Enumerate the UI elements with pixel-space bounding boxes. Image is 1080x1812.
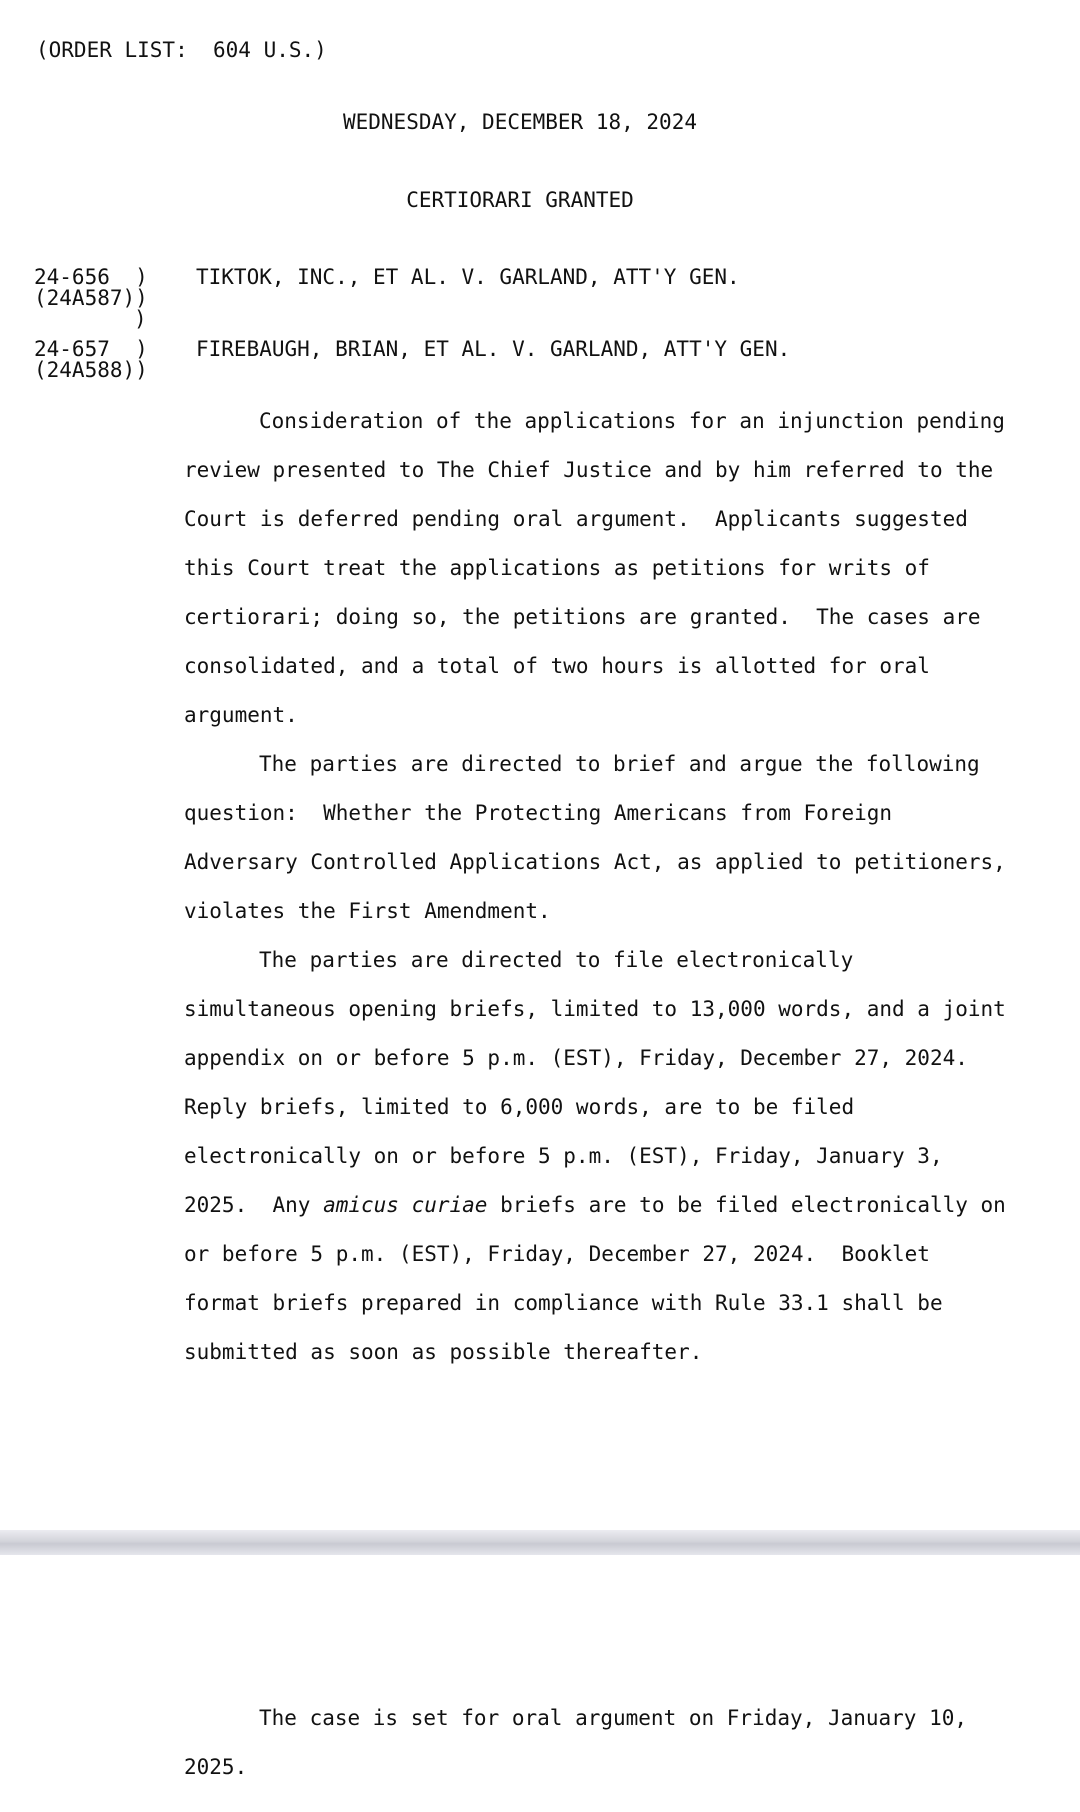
amicus-line-end: briefs are to be filed electronically on	[487, 1193, 1006, 1217]
paragraph-line: question: Whether the Protecting Americans from Foreign	[184, 801, 893, 825]
paragraph-line: Adversary Controlled Applications Act, as applied to petitioners,	[184, 850, 1006, 874]
paragraph-line: appendix on or before 5 p.m. (EST), Friday, December 27, 2024.	[184, 1046, 968, 1070]
paragraph-line: consolidated, and a total of two hours is allotted for oral	[184, 654, 930, 678]
case-caption: TIKTOK, INC., ET AL. V. GARLAND, ATT'Y GEN.	[196, 265, 740, 289]
paragraph-line: submitted as soon as possible thereafter.	[184, 1340, 703, 1364]
paragraph-line: Consideration of the applications for an injunction pending	[259, 409, 1005, 433]
order-page-continued	[0, 1555, 1080, 1812]
amicus-curiae-term: amicus curiae	[323, 1193, 488, 1217]
paragraph-line: 2025.	[184, 1755, 248, 1779]
paragraph-line: simultaneous opening briefs, limited to 13,000 words, and a joint	[184, 997, 1006, 1021]
paragraph-line: Reply briefs, limited to 6,000 words, are to be filed	[184, 1095, 855, 1119]
paragraph-line: The parties are directed to file electronically	[259, 948, 854, 972]
case-application-number: (24A588))	[34, 358, 148, 382]
paragraph-line: certiorari; doing so, the petitions are granted. The cases are	[184, 605, 981, 629]
paragraph-line: review presented to The Chief Justice and by him referred to the	[184, 458, 994, 482]
paragraph-line: argument.	[184, 703, 298, 727]
case-caption: FIREBAUGH, BRIAN, ET AL. V. GARLAND, ATT'Y GEN.	[196, 337, 791, 361]
case-application-number: (24A587))	[34, 286, 148, 310]
order-list-header: (ORDER LIST: 604 U.S.)	[36, 38, 327, 62]
paragraph-line: violates the First Amendment.	[184, 899, 551, 923]
paragraph-line: electronically on or before 5 p.m. (EST), Friday, January 3,	[184, 1144, 943, 1168]
paragraph-line: The parties are directed to brief and argue the following	[259, 752, 980, 776]
case-docket-number: 24-657 )	[34, 337, 148, 361]
section-title: CERTIORARI GRANTED	[406, 188, 634, 212]
paragraph-line: this Court treat the applications as petitions for writs of	[184, 556, 930, 580]
question-paragraph	[184, 740, 1024, 936]
paragraph-line: format briefs prepared in compliance with Rule 33.1 shall be	[184, 1291, 943, 1315]
amicus-line-start: 2025. Any	[184, 1193, 324, 1217]
paragraph-line	[184, 1181, 1024, 1230]
oral-argument-paragraph	[184, 1694, 1024, 1792]
order-date: WEDNESDAY, DECEMBER 18, 2024	[342, 110, 697, 134]
case-separator: )	[134, 307, 147, 331]
briefing-paragraph	[184, 936, 1024, 1377]
page-divider	[0, 1530, 1080, 1555]
paragraph-line: or before 5 p.m. (EST), Friday, December 27, 2024. Booklet	[184, 1242, 930, 1266]
case-docket-number: 24-656 )	[34, 265, 148, 289]
consideration-paragraph	[184, 397, 1024, 740]
paragraph-line: The case is set for oral argument on Friday, January 10,	[259, 1706, 968, 1730]
paragraph-line: Court is deferred pending oral argument. Applicants suggested	[184, 507, 968, 531]
